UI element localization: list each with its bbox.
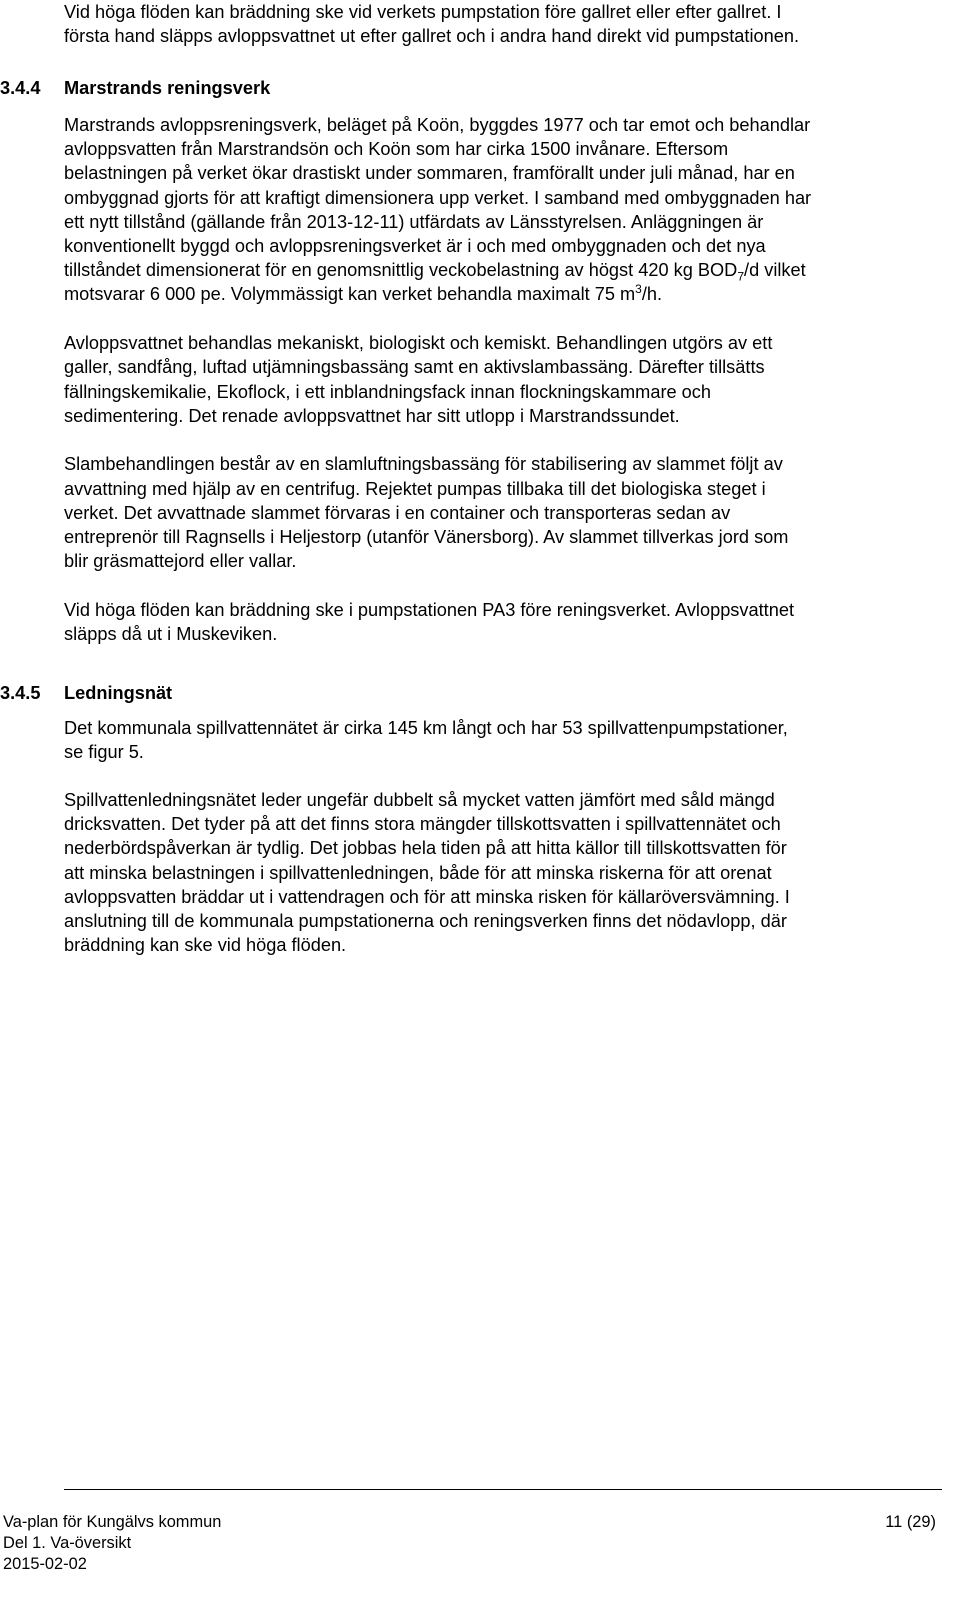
footer-page-number: 11 (29) bbox=[885, 1513, 936, 1531]
text-line bbox=[64, 282, 944, 306]
section-heading-344 bbox=[0, 76, 271, 100]
footer-date: 2015-02-02 bbox=[3, 1555, 87, 1573]
text-line: bräddning kan ske vid höga flöden. bbox=[64, 935, 347, 956]
text-line: Vid höga flöden kan bräddning ske vid verkets pumpstation före gallret eller efter gallret. I bbox=[64, 2, 782, 22]
paragraph-344-2 bbox=[64, 331, 944, 428]
section-title: Marstrands reningsverk bbox=[64, 78, 271, 98]
text-line: blir gräsmattejord eller vallar. bbox=[64, 551, 297, 572]
text-line: avloppsvatten bräddar ut i vattendragen och för att minska risken för källaröversvämning. I bbox=[64, 886, 790, 907]
text-line: Slambehandlingen består av en slamluftningsbassäng för stabilisering av slammet följt av bbox=[64, 454, 783, 475]
text-line: ombyggnad gjorts för att kraftigt dimensionera upp verket. I samband med ombyggnaden har bbox=[64, 187, 812, 208]
footer-doc-title: Va-plan för Kungälvs kommun bbox=[3, 1513, 222, 1531]
text-line: Det kommunala spillvattennätet är cirka 145 km långt och har 53 spillvattenpumpstationer, bbox=[64, 717, 788, 738]
paragraph-345-1 bbox=[64, 716, 944, 764]
text-line: dricksvatten. Det tyder på att det finns stora mängder tillskottsvatten i spillvattennätet och bbox=[64, 814, 781, 835]
text-line: konventionellt byggd och avloppsreningsverket är i och med ombyggnaden och det nya bbox=[64, 236, 766, 257]
section-number: 3.4.5 bbox=[0, 682, 41, 703]
section-number: 3.4.4 bbox=[0, 78, 41, 98]
text-line: första hand släpps avloppsvattnet ut efter gallret och i andra hand direkt vid pumpstationen. bbox=[64, 26, 800, 47]
paragraph-344-4 bbox=[64, 598, 944, 646]
section-heading-345 bbox=[0, 681, 173, 705]
paragraph-344-3 bbox=[64, 452, 944, 573]
paragraph-continuation bbox=[64, 0, 944, 48]
text-segment: tillståndet dimensionerat för en genomsnittlig veckobelastning av högst 420 kg BOD bbox=[64, 260, 738, 281]
text-line: släpps då ut i Muskeviken. bbox=[64, 623, 278, 644]
text-segment: /h. bbox=[641, 284, 663, 305]
text-line: Marstrands avloppsreningsverk, beläget på Koön, byggdes 1977 och tar emot och behandlar bbox=[64, 115, 811, 135]
superscript: 3 bbox=[635, 282, 642, 297]
paragraph-344-1 bbox=[64, 113, 944, 307]
text-line: Spillvattenledningsnätet leder ungefär dubbelt så mycket vatten jämfört med såld mängd bbox=[64, 790, 775, 810]
text-line: Vid höga flöden kan bräddning ske i pumpstationen PA3 före reningsverket. Avloppsvattnet bbox=[64, 599, 795, 620]
text-line: att minska belastningen i spillvattenledningen, både för att minska riskerna för att orenat bbox=[64, 862, 772, 883]
subscript: 7 bbox=[737, 269, 745, 284]
text-line: anslutning till de kommunala pumpstationerna och reningsverken finns det nödavlopp, där bbox=[64, 911, 787, 932]
text-segment: motsvarar 6 000 pe. Volymmässigt kan verket behandla maximalt 75 m bbox=[64, 284, 636, 305]
text-line: verket. Det avvattnade slammet förvaras i en container och transporteras sedan av bbox=[64, 502, 731, 523]
text-line: avloppsvatten från Marstrandsön och Koön som har cirka 1500 invånare. Eftersom bbox=[64, 139, 729, 160]
footer-divider bbox=[64, 1489, 942, 1490]
text-line: galler, sandfång, luftad utjämningsbassäng samt en aktivslambassäng. Därefter tillsätts bbox=[64, 357, 765, 378]
text-line: fällningskemikalie, Ekoflock, i ett inblandningsfack innan flockningskammare och bbox=[64, 381, 711, 402]
text-line: sedimentering. Det renade avloppsvattnet har sitt utlopp i Marstrandssundet. bbox=[64, 405, 680, 426]
text-line bbox=[64, 258, 944, 282]
text-line: entreprenör till Ragnsells i Heljestorp (utanför Vänersborg). Av slammet tillverkas jord som bbox=[64, 527, 789, 547]
footer-part: Del 1. Va-översikt bbox=[3, 1534, 132, 1552]
text-line: belastningen på verket ökar drastiskt under sommaren, framförallt under juli månad, har en bbox=[64, 163, 795, 184]
text-line: Avloppsvattnet behandlas mekaniskt, biologiskt och kemiskt. Behandlingen utgörs av ett bbox=[64, 333, 773, 354]
text-line: nederbördspåverkan är tydlig. Det jobbas hela tiden på att hitta källor till tillskottsvatten för bbox=[64, 838, 787, 859]
text-line: se figur 5. bbox=[64, 742, 144, 762]
text-segment: /d vilket bbox=[744, 260, 806, 281]
section-title: Ledningsnät bbox=[64, 682, 173, 703]
paragraph-345-2 bbox=[64, 788, 944, 957]
text-line: avvattning med hjälp av en centrifug. Rejektet pumpas tillbaka till det biologiska steget i bbox=[64, 478, 766, 499]
text-line: ett nytt tillstånd (gällande från 2013-12-11) utfärdats av Länsstyrelsen. Anläggningen är bbox=[64, 211, 764, 232]
